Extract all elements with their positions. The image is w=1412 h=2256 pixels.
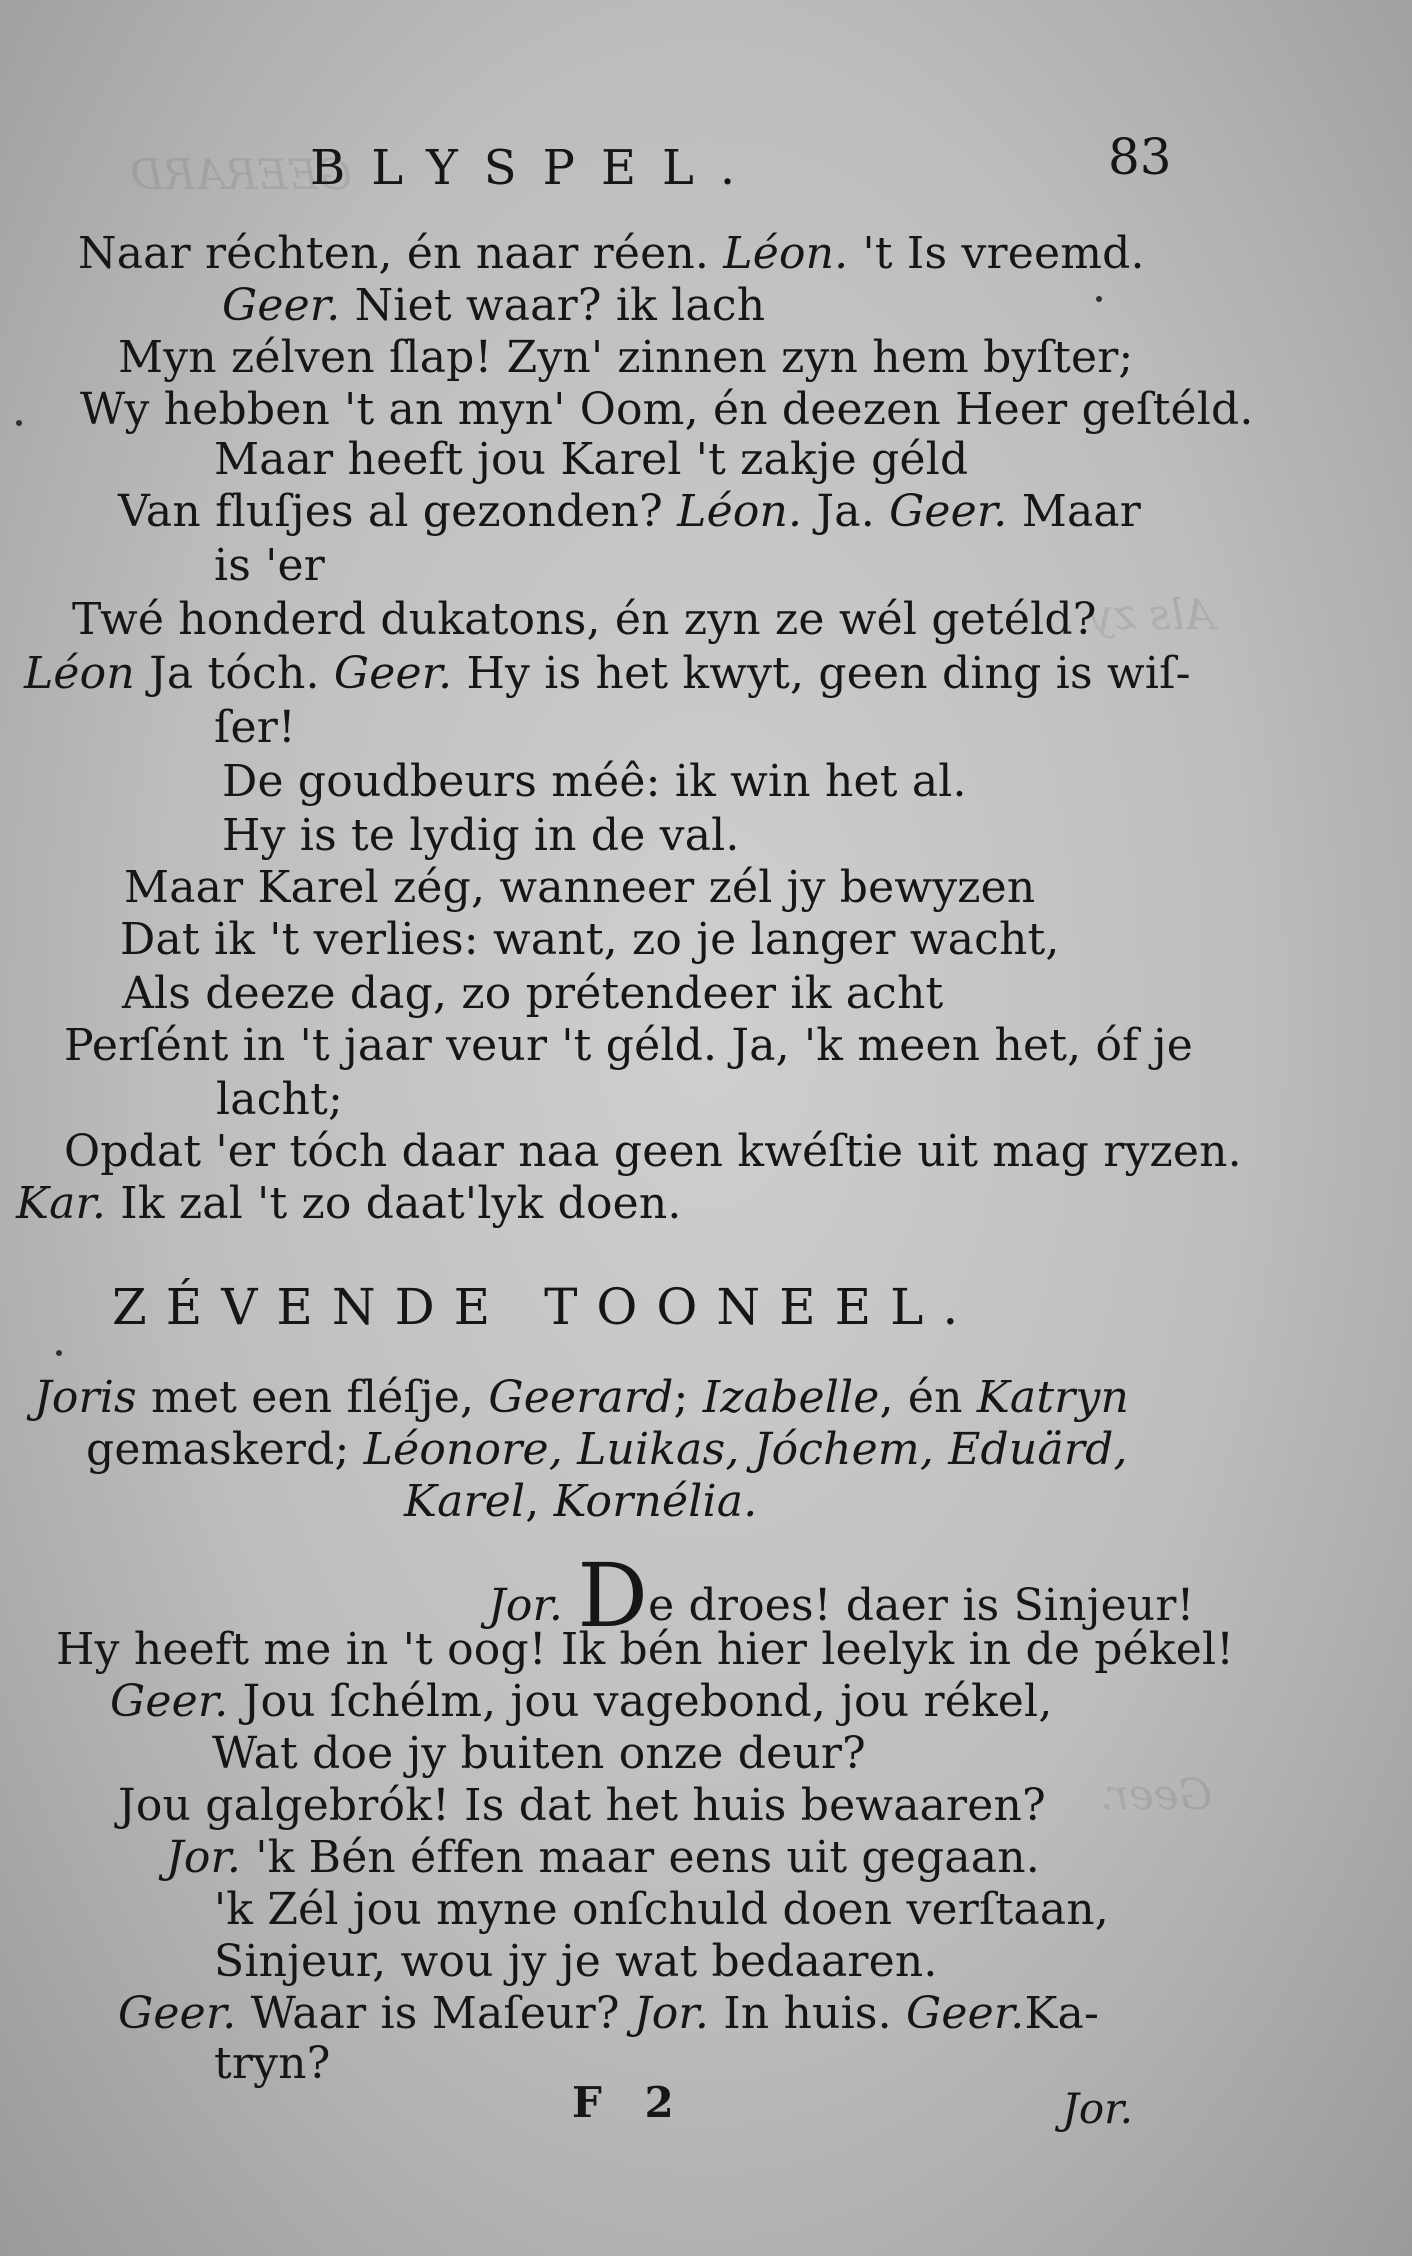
- verse-line: Opdat 'er tóch daar naa geen kwéſtie uit mag ryzen.: [64, 1126, 1242, 1177]
- verse-line: Hy heeft me in 't oog! Ik bén hier leelyk in de pékel!: [56, 1624, 1235, 1675]
- speaker-label: Léon.: [677, 486, 803, 537]
- speaker-label: Léon.: [723, 228, 849, 279]
- cast-list: Karel, Kornélia.: [404, 1476, 758, 1527]
- verse-line: Wat doe jy buiten onze deur?: [212, 1728, 866, 1779]
- verse-line: lacht;: [216, 1074, 343, 1125]
- speaker-label: Kar.: [16, 1178, 107, 1229]
- verse-line: De goudbeurs méê: ik win het al.: [222, 756, 967, 807]
- verse-line: Geer. Niet waar? ik lach: [222, 280, 766, 331]
- speaker-label: Geer.: [222, 280, 341, 331]
- cast-list: Joris met een fléſje, Geerard; Izabelle, én Katryn: [34, 1372, 1130, 1423]
- verse-line: Jou galgebrók! Is dat het huis bewaaren?: [118, 1780, 1046, 1831]
- verse-line: is 'er: [214, 540, 326, 591]
- verse-line: Geer. Jou ſchélm, jou vagebond, jou rékel,: [110, 1676, 1053, 1727]
- cast-list: gemaskerd; Léonore, Luikas, Jóchem, Eduärd,: [86, 1424, 1128, 1475]
- show-through-text: Geer.: [1100, 1770, 1213, 1819]
- speaker-label: Jor.: [633, 1988, 710, 2039]
- verse-line: Wy hebben 't an myn' Oom, én deezen Heer geſtéld.: [80, 384, 1254, 435]
- verse-line: Geer. Waar is Maſeur? Jor. In huis. Geer.Ka-: [118, 1988, 1100, 2039]
- verse-line: Als deeze dag, zo prétendeer ik acht: [122, 968, 944, 1019]
- verse-line: Maar Karel zég, wanneer zél jy bewyzen: [124, 862, 1036, 913]
- signature-mark: F 2: [572, 2078, 688, 2127]
- verse-line: ſer!: [214, 702, 296, 753]
- verse-line: 'k Zél jou myne onſchuld doen verſtaan,: [214, 1884, 1109, 1935]
- drop-cap: D: [577, 1544, 649, 1647]
- speaker-label: Geer.: [110, 1676, 229, 1727]
- speaker-label: Jor.: [166, 1832, 242, 1883]
- verse-line: Dat ik 't verlies: want, zo je langer wacht,: [120, 914, 1060, 965]
- verse-line: Hy is te lydig in de val.: [222, 810, 740, 861]
- verse-line: Van fluſjes al gezonden? Léon. Ja. Geer. Maar: [118, 486, 1142, 537]
- verse-line: Maar heeft jou Karel 't zakje géld: [214, 434, 969, 485]
- verse-line: Léon Ja tóch. Geer. Hy is het kwyt, geen ding is wiſ-: [24, 648, 1191, 699]
- speaker-label: Léon: [24, 648, 135, 699]
- verse-line: Sinjeur, wou jy je wat bedaaren.: [214, 1936, 938, 1987]
- speaker-label: Geer.: [118, 1988, 237, 2039]
- show-through-text: GEERARD: [130, 150, 353, 199]
- ink-speck: [16, 420, 22, 426]
- verse-line: tryn?: [214, 2038, 331, 2089]
- verse-line: Twé honderd dukatons, én zyn ze wél getéld?: [72, 594, 1097, 645]
- verse-line: Naar réchten, én naar réen. Léon. 't Is vreemd.: [78, 228, 1145, 279]
- verse-line: Myn zélven ſlap! Zyn' zinnen zyn hem byſter;: [118, 332, 1134, 383]
- ink-speck: [56, 1350, 62, 1356]
- catchword: Jor.: [1062, 2084, 1133, 2133]
- ink-speck: [1096, 296, 1102, 302]
- page-number: 83: [1108, 128, 1172, 186]
- speaker-label: Geer.: [889, 486, 1008, 537]
- verse-line: Perſént in 't jaar veur 't géld. Ja, 'k meen het, óf je: [64, 1020, 1193, 1071]
- scene-title: ZÉVENDE TOONEEL.: [112, 1278, 978, 1336]
- verse-line: Kar. Ik zal 't zo daat'lyk doen.: [16, 1178, 682, 1229]
- verse-line: Jor. 'k Bén éffen maar eens uit gegaan.: [166, 1832, 1040, 1883]
- running-head: BLYSPEL.: [310, 140, 762, 196]
- verse-line: Jor. De droes! daer is Sinjeur!: [488, 1544, 1195, 1647]
- show-through-text: Als zy: [1090, 590, 1215, 639]
- speaker-label: Geer.: [333, 648, 453, 699]
- speaker-label: Geer.: [906, 1988, 1025, 2039]
- speaker-label: Jor.: [488, 1580, 564, 1631]
